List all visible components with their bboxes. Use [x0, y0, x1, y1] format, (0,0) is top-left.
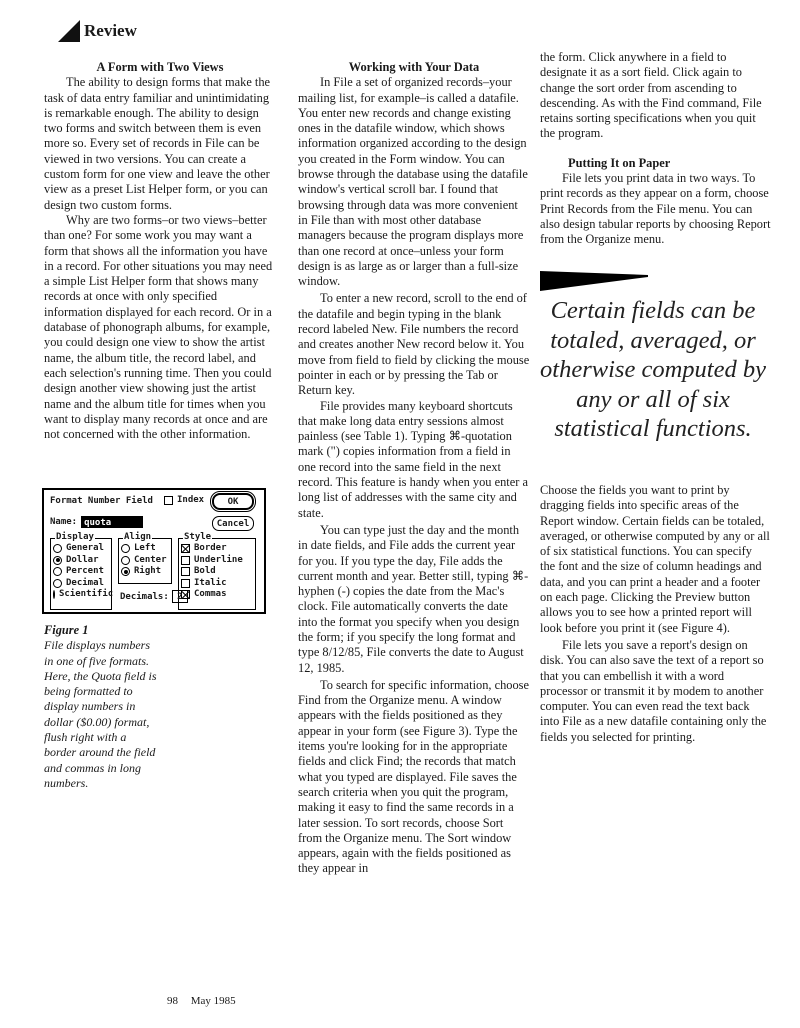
section-header	[58, 18, 137, 44]
column-3-lower	[540, 483, 770, 745]
col3-paragraph-4: File lets you save a report's design on disk. You can also save the text of a report so that you can embellish it with a word processor or transmit it by modem to another computer. You can even read the text back into File as a new datafile containing only the fields you selected for printing.	[540, 637, 767, 744]
name-label: Name:	[50, 517, 78, 527]
page-footer	[167, 995, 236, 1007]
style-option-underline[interactable]	[181, 555, 255, 567]
display-option-scientific[interactable]	[53, 589, 114, 601]
wedge-bar-shape	[540, 271, 648, 291]
ok-button[interactable]: OK	[212, 493, 254, 510]
col2-paragraph-4: You can type just the day and the month in date fields, and File adds the current year for you. If you type the day, File adds the current month and year. Better still, typing ⌘-hyphen (-) copies the date from the Mac's clock. File automatically converts the date into the format you specify when you design the form; if you specify the long format and type 8/12/85, File converts the date to August 12, 1985.	[298, 522, 529, 675]
radio-selected-icon	[53, 556, 62, 565]
figure-number: Figure 1	[44, 623, 89, 637]
col1-paragraph-2: Why are two forms–or two views–better than one? For some work you may want a form that shows all the information you have in a record. For other situations you may need a simple List Helper form that shows many records at once with only specified information displayed for each record. Or in a database of phonograph albums, for example, you could design one view to show the artist name, the album title, the record label, and each selection's running time. Then you could design another view showing just the artist name and the album title for times when you want to display many records at once and are not concerned with the other information.	[44, 212, 273, 442]
style-option-italic[interactable]	[181, 578, 255, 590]
display-option-general[interactable]	[53, 543, 111, 555]
option-label: Bold	[194, 566, 216, 576]
page-number: 98	[167, 995, 178, 1007]
cancel-button[interactable]: Cancel	[212, 516, 254, 531]
align-option-left[interactable]	[121, 543, 171, 555]
checkbox-icon	[164, 496, 173, 505]
style-group	[178, 532, 256, 610]
align-group	[118, 532, 172, 584]
col3-paragraph-3: Choose the fields you want to print by dragging fields into specific areas of the Report window. Certain fields can be totaled, averaged, or otherwise computed by any or all of six statistical functions. You can specify the font and the size of column headings and data, and you can print a header and a footer on each page. Clicking the Preview button allows you to see how a printed report will look before you print it (see Figure 4).	[540, 483, 770, 635]
display-group	[50, 532, 114, 610]
style-legend: Style	[184, 532, 212, 542]
heading-two-views: A Form with Two Views	[96, 60, 224, 74]
pull-quote: Certain fields can be totaled, averaged, or otherwise computed by any or all of six statistical functions.	[540, 297, 766, 442]
display-option-percent[interactable]	[53, 566, 111, 578]
style-option-border[interactable]	[181, 543, 255, 555]
figure-caption	[44, 623, 160, 791]
checkbox-checked-icon	[181, 544, 190, 553]
checkbox-icon	[181, 579, 190, 588]
heading-working-with-data: Working with Your Data	[348, 60, 480, 74]
name-field	[50, 516, 143, 528]
option-label: Center	[134, 554, 167, 565]
radio-icon	[53, 567, 62, 576]
column-3	[540, 50, 772, 248]
radio-icon	[121, 556, 130, 565]
option-label: Underline	[194, 554, 243, 565]
name-input[interactable]: quota	[81, 516, 143, 528]
option-label: Commas	[194, 589, 227, 599]
decimals-field	[120, 590, 188, 603]
decimals-label: Decimals:	[120, 591, 169, 602]
style-option-commas[interactable]	[181, 589, 255, 601]
radio-icon	[53, 579, 62, 588]
section-label: Review	[84, 21, 137, 40]
align-option-center[interactable]	[121, 555, 171, 567]
checkbox-icon	[181, 556, 190, 565]
decimals-input[interactable]: 2	[172, 590, 188, 603]
option-label: Left	[134, 543, 156, 553]
col2-paragraph-1: In File a set of organized records–your mailing list, for example–is called a datafile. You enter new records and change existing ones in the datafile window, which shows information organized according to the design you created in the Form window. You can browse through the database using the datafile window's vertical scroll bar. I found that browsing through data was more convenient in File than with most other database managers because the program displays more than one record at once–unless your form design is as large as or larger than a full-size window.	[298, 75, 528, 289]
col3-paragraph-2: File lets you print data in two ways. To print records as they appear on a form, choose Print Records from the File menu. You can also design tabular reports by choosing Report from the Organize menu.	[540, 171, 771, 247]
col3-paragraph-1: the form. Click anywhere in a field to designate it as a sort field. Click again to change the sort order from ascending to descending. As with the Find command, File retains sorting specifications when you quit the program.	[540, 50, 762, 141]
col2-paragraph-5: To search for specific information, choose Find from the Organize menu. A window appears with the fields positioned as they appear in your form (see Figure 3). Type the items you're looking for in the appropriate fields and click Find; the records that match what you typed are displayed. File saves the search criteria when you quit the program, making it easy to find the same records in a later session. To sort records, choose Sort from the Organize menu. The Sort window appears, again with the fields positioned as they appear in	[298, 677, 530, 876]
dialog-title: Format Number Field	[50, 496, 153, 506]
radio-icon	[121, 544, 130, 553]
figure-caption-text: File displays numbers in one of five formats. Here, the Quota field is being formatted to display numbers in dollar ($0.00) format, flush right with a border around the field and commas in long numbers.	[44, 638, 157, 790]
radio-icon	[53, 544, 62, 553]
option-label: Dollar	[66, 554, 99, 565]
radio-selected-icon	[121, 567, 130, 576]
triangle-icon	[58, 20, 80, 42]
option-label: Right	[134, 566, 162, 576]
col1-paragraph-1: The ability to design forms that make the task of data entry familiar and unintimidating is remarkable enough. The ability to design two forms and switch between them is even more so. Every set of records in File can be viewed in two versions. You can create a custom form for one view and leave the other view as a preset List Helper form, or you can design two custom forms.	[44, 75, 271, 212]
checkbox-icon	[181, 567, 190, 576]
display-option-decimal[interactable]	[53, 578, 111, 590]
col2-paragraph-3: File provides many keyboard shortcuts that make long data entry sessions almost painless (see Table 1). Typing ⌘-quotation mark (") copies information from a field in one record into the same field in the next record. This feature is handy when you enter a long list of addresses with the same city and state.	[298, 398, 528, 520]
style-option-bold[interactable]	[181, 566, 255, 578]
column-2	[298, 60, 530, 877]
pull-quote-bar	[540, 271, 648, 291]
col2-paragraph-2: To enter a new record, scroll to the end of the datafile and begin typing in the blank record labeled New. File numbers the record and creates another New record below it. You move from field to field by clicking the mouse pointer in each or by pressing the Tab or Return key.	[298, 291, 530, 398]
heading-putting-it-on-paper: Putting It on Paper	[568, 155, 671, 170]
column-1	[44, 60, 276, 442]
index-checkbox[interactable]	[164, 495, 204, 505]
option-label: Percent	[66, 566, 104, 576]
option-label: Scientific	[59, 589, 114, 599]
option-label: General	[66, 543, 104, 553]
display-legend: Display	[56, 532, 94, 542]
index-label: Index	[177, 495, 205, 505]
radio-icon	[53, 590, 55, 599]
align-legend: Align	[124, 532, 152, 542]
option-label: Decimal	[66, 577, 104, 588]
option-label: Italic	[194, 577, 227, 588]
display-option-dollar[interactable]	[53, 555, 111, 567]
issue-date: May 1985	[190, 995, 236, 1007]
option-label: Border	[194, 543, 227, 553]
align-option-right[interactable]	[121, 566, 171, 578]
format-number-field-dialog	[42, 488, 266, 614]
